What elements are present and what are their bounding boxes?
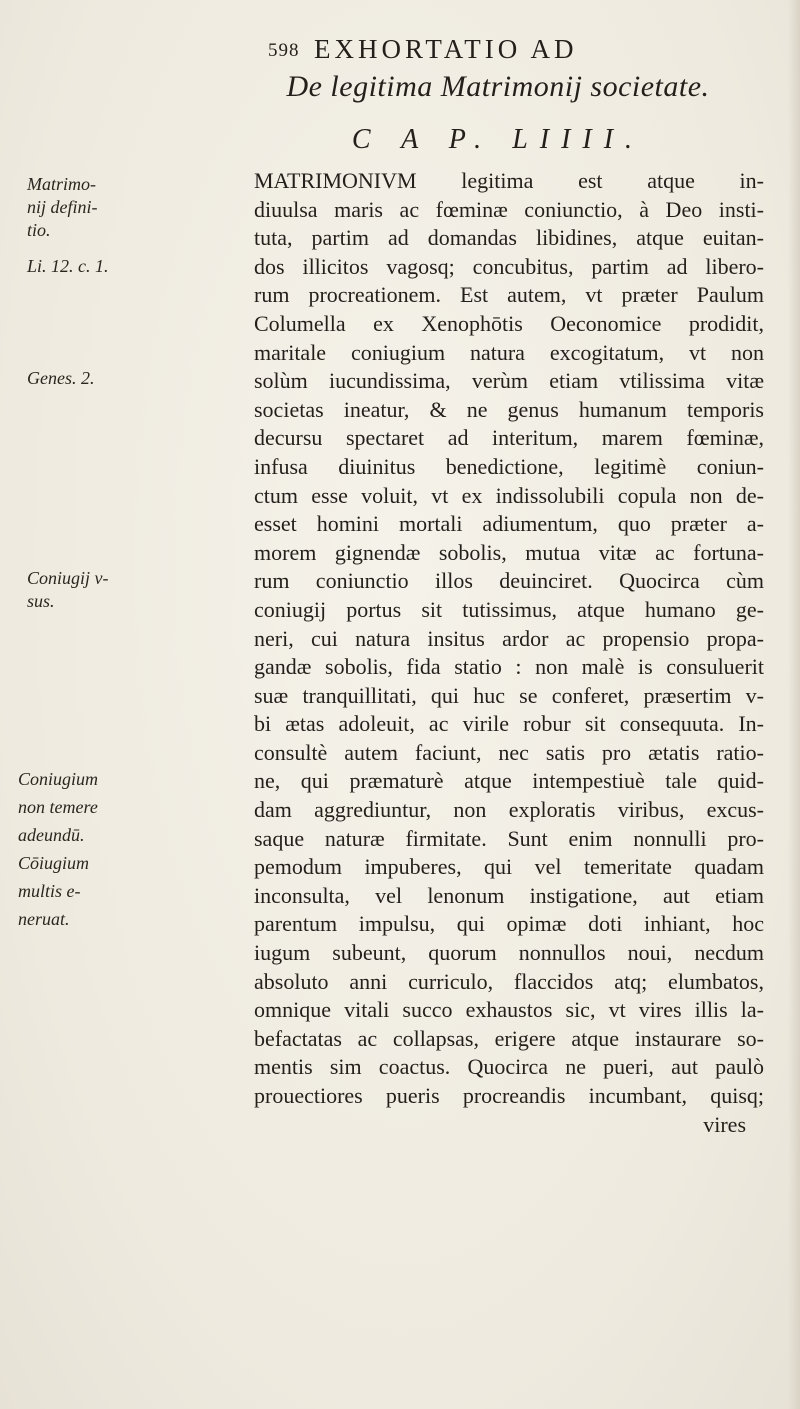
- margin-note-line: Li. 12. c. 1.: [27, 256, 109, 276]
- text-line: decursu spectaret ad interitum, marem fœminæ,: [254, 425, 764, 451]
- text-line: esset homini mortali adiumentum, quo præter a-: [254, 511, 764, 537]
- margin-note-line: sus.: [27, 591, 55, 611]
- text-line: neri, cui natura insitus ardor ac propensio propa-: [254, 625, 764, 651]
- text-line: coniugij portus sit tutissimus, atque humano ge-: [254, 596, 764, 622]
- chapter-number: LIIII.: [512, 124, 645, 155]
- margin-note-definition: [27, 173, 98, 242]
- text-line: dam aggrediuntur, non exploratis viribus, excus-: [254, 797, 764, 823]
- margin-note-line: Matrimo-: [27, 174, 96, 194]
- margin-note-line: tio.: [27, 220, 51, 240]
- text-line: infusa diuinitus benedictione, legitimè coniun-: [254, 453, 764, 479]
- text-line: rum procreationem. Est autem, vt præter Paulum: [254, 282, 764, 308]
- text-line: rum coniunctio illos deuinciret. Quocirca cùm: [254, 568, 764, 594]
- margin-note-line: Coniugium: [18, 769, 99, 789]
- text-line: mentis sim coactus. Quocirca ne pueri, aut paulò: [254, 1054, 764, 1080]
- text-line: ne, qui præmaturè atque intempestiuè tale quid-: [254, 768, 764, 794]
- text-line: gandæ sobolis, fida statio : non malè is consuluerit: [254, 654, 764, 680]
- text-line: pemodum impuberes, qui vel temeritate quadam: [254, 854, 764, 880]
- margin-note-reference: [27, 255, 109, 278]
- body-text: [254, 167, 764, 1139]
- margin-note-line: adeundū.: [18, 825, 85, 845]
- text-line: ctum esse voluit, vt ex indissolubili copula non de-: [254, 482, 764, 508]
- margin-note-line: Genes. 2.: [27, 368, 95, 388]
- text-line: diuulsa maris ac fœminæ coniunctio, à Deo insti-: [254, 196, 764, 222]
- chapter-label: C A P.: [351, 124, 494, 155]
- text-line: saque naturæ firmitate. Sunt enim nonnulli pro-: [254, 825, 764, 851]
- chapter-heading: [258, 124, 738, 156]
- text-line: solùm iucundissima, verùm etiam vtilissima vitæ: [254, 368, 764, 394]
- text-line: inconsulta, vel lenonum instigatione, aut etiam: [254, 882, 764, 908]
- text-line: tuta, partim ad domandas libidines, atque euitan-: [254, 225, 764, 251]
- text-line: omnique vitali succo exhaustos sic, vt vires illis la-: [254, 997, 764, 1023]
- text-line: Columella ex Xenophōtis Oeconomice prodidit,: [254, 310, 764, 336]
- page-number: 598: [268, 40, 300, 61]
- page-edge-shadow: [788, 0, 800, 1409]
- text-line: maritale coniugium natura excogitatum, vt non: [254, 339, 764, 365]
- text-line: iugum subeunt, quorum nonnullos noui, necdum: [254, 940, 764, 966]
- text-line: morem gignendæ sobolis, mutua vitæ ac fortuna-: [254, 539, 764, 565]
- text-line: absoluto anni curriculo, flaccidos atq; elumbatos,: [254, 968, 764, 994]
- section-title: De legitima Matrimonij societate.: [286, 70, 710, 103]
- margin-note-genesis: [27, 367, 94, 390]
- text-line: MATRIMONIVM legitima est atque in-: [254, 168, 764, 193]
- margin-note-line: multis e-: [18, 881, 81, 901]
- text-line: bi ætas adoleuit, ac virile robur sit consequuta. In-: [254, 711, 764, 737]
- text-line: parentum impulsu, qui opimæ doti inhiant, hoc: [254, 911, 764, 937]
- text-line: consultè autem faciunt, nec satis pro ætatis ratio-: [254, 739, 764, 765]
- text-line: societas ineatur, & ne genus humanum temporis: [254, 396, 764, 422]
- catchword: vires: [703, 1111, 746, 1137]
- text-line: befactatas ac collapsas, erigere atque instaurare so-: [254, 1025, 764, 1051]
- margin-note-line: nij defini-: [27, 197, 98, 217]
- margin-note-usus: [27, 567, 109, 613]
- margin-note-line: Coniugij v-: [27, 568, 109, 588]
- margin-note-temere: [18, 765, 98, 933]
- margin-note-line: neruat.: [18, 909, 70, 929]
- text-line: prouectiores pueris procreandis incumbant, quisq;: [254, 1083, 764, 1108]
- margin-note-line: non temere: [18, 797, 98, 817]
- text-line: suæ tranquillitati, qui huc se conferet, præsertim v-: [254, 682, 764, 708]
- margin-note-line: Cōiugium: [18, 853, 90, 873]
- running-head: EXHORTATIO AD: [314, 34, 578, 64]
- text-line: dos illicitos vagosq; concubitus, partim ad libero-: [254, 253, 764, 279]
- page-header: [268, 20, 738, 64]
